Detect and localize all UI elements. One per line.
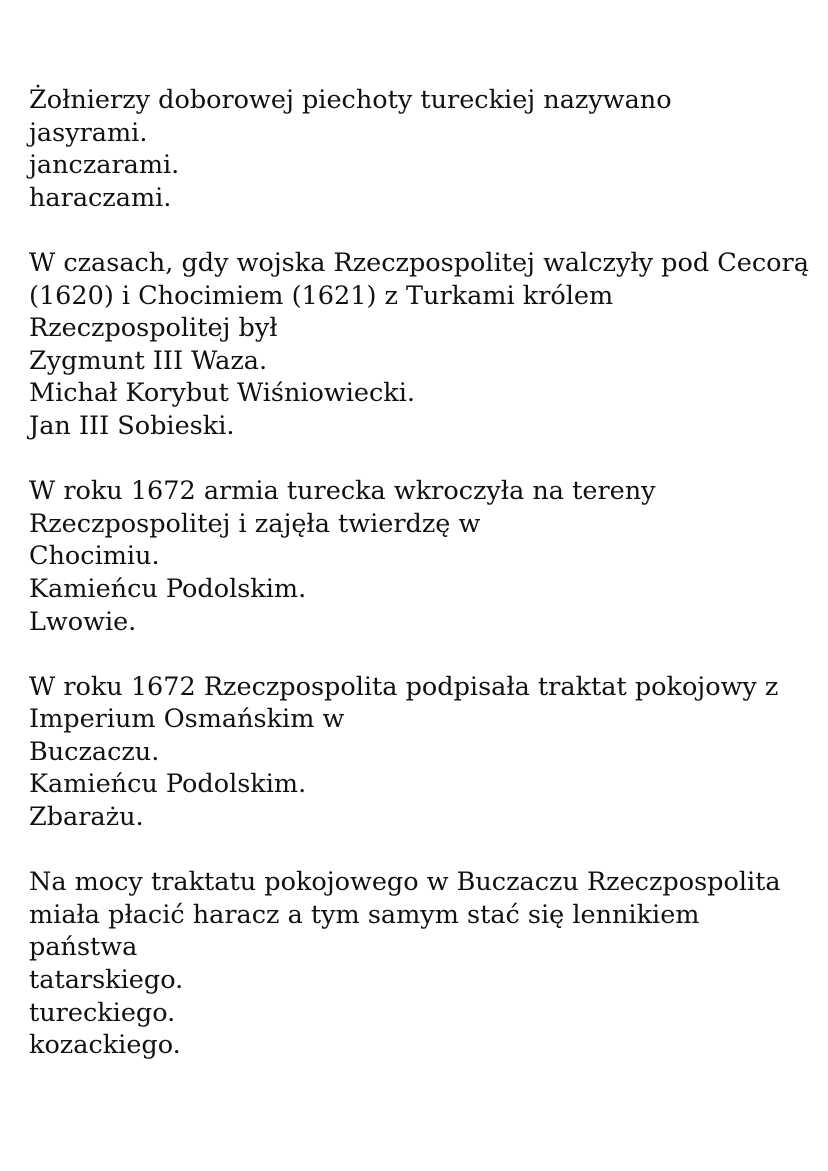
- answer-list: [29, 964, 809, 1062]
- question-text: W roku 1672 Rzeczpospolita podpisała traktat pokojowy z Imperium Osmańskim w: [29, 671, 779, 735]
- question-text: W czasach, gdy wojska Rzeczpospolitej walczyły pod Cecorą (1620) i Chocimiem (1621) z Turkami królem Rzeczpospolitej był: [29, 247, 809, 344]
- answer-option: tatarskiego.: [29, 965, 184, 996]
- answer-list: [29, 736, 809, 834]
- question-5: [29, 866, 809, 1062]
- answer-option: haraczami.: [29, 182, 172, 213]
- answer-list: [29, 540, 809, 638]
- answer-option: Michał Korybut Wiśniowiecki.: [29, 378, 415, 409]
- question-text: Żołnierzy doborowej piechoty tureckiej nazywano: [29, 85, 672, 115]
- answer-list: [29, 117, 809, 215]
- question-text: Na mocy traktatu pokojowego w Buczaczu Rzeczpospolita miała płacić haracz a tym samym stać się lennikiem państwa: [29, 867, 781, 963]
- answer-option: janczarami.: [29, 150, 180, 181]
- answer-option: Zbarażu.: [29, 802, 144, 833]
- answer-option: Zygmunt III Waza.: [29, 345, 268, 376]
- answer-option: Lwowie.: [29, 606, 137, 637]
- quiz-content: [29, 84, 809, 1094]
- answer-option: Jan III Sobieski.: [29, 410, 235, 441]
- answer-list: [29, 345, 809, 443]
- answer-option: Chocimiu.: [29, 541, 160, 572]
- question-4: [29, 671, 809, 834]
- answer-option: jasyrami.: [29, 117, 148, 148]
- question-text: W roku 1672 armia turecka wkroczyła na tereny Rzeczpospolitej i zajęła twierdzę w: [29, 476, 656, 539]
- answer-option: Kamieńcu Podolskim.: [29, 769, 307, 800]
- question-1: [29, 84, 809, 214]
- question-3: [29, 475, 809, 638]
- answer-option: Buczaczu.: [29, 736, 160, 767]
- answer-option: Kamieńcu Podolskim.: [29, 573, 307, 604]
- answer-option: kozackiego.: [29, 1030, 181, 1061]
- answer-option: tureckiego.: [29, 997, 176, 1028]
- question-2: [29, 247, 809, 443]
